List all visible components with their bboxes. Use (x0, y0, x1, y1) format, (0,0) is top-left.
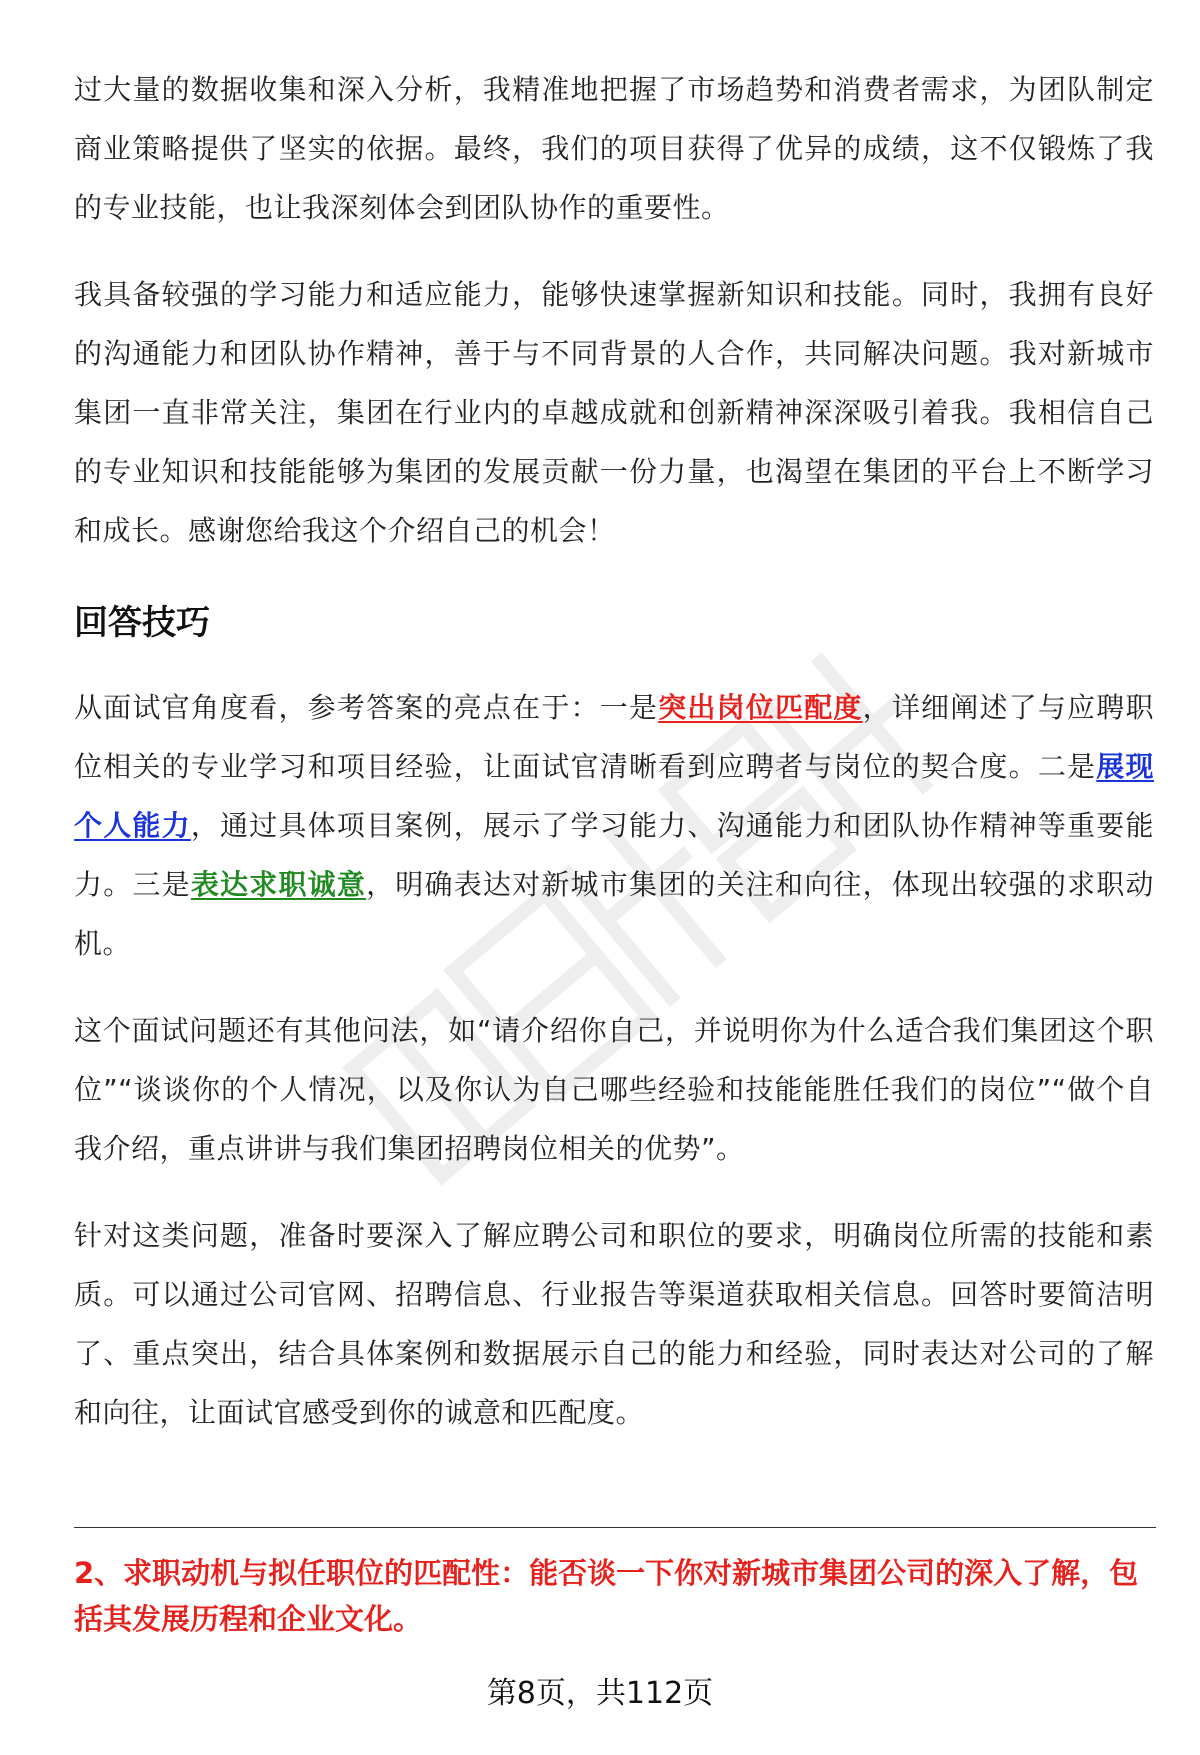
document-body (74, 60, 1154, 1442)
highlight-personal-ability: 展现个人能力 (74, 750, 1154, 842)
intro-paragraph-2: 我具备较强的学习能力和适应能力，能够快速掌握新知识和技能。同时，我拥有良好的沟通能力和团队协作精神，善于与不同背景的人合作，共同解决问题。我对新城市集团一直非常关注，集团在行业内的卓越成就和创新精神深深吸引着我。我相信自己的专业知识和技能能够为集团的发展贡献一份力量，也渴望在集团的平台上不断学习和成长。感谢您给我这个介绍自己的机会！ (74, 278, 1154, 547)
tips-paragraph-1 (74, 678, 1154, 973)
highlight-position-match: 突出岗位匹配度 (658, 691, 863, 724)
tips-text-c: ，通过具体项目案例，展示了学习能力、沟通能力和团队协作精神等重要能力。三是 (74, 809, 1154, 901)
section-title: 回答技巧 (74, 603, 210, 643)
tips-text-d: ，明确表达对新城市集团的关注和向往，体现出较强的求职动机。 (74, 868, 1154, 960)
tips-paragraph-3: 针对这类问题，准备时要深入了解应聘公司和职位的要求，明确岗位所需的技能和素质。可以通过公司官网、招聘信息、行业报告等渠道获取相关信息。回答时要简洁明了、重点突出，结合具体案例和数据展示自己的能力和经验，同时表达对公司的了解和向往，让面试官感受到你的诚意和匹配度。 (74, 1219, 1154, 1429)
intro-paragraph-1: 过大量的数据收集和深入分析，我精准地把握了市场趋势和消费者需求，为团队制定商业策略提供了坚实的依据。最终，我们的项目获得了优异的成绩，这不仅锻炼了我的专业技能，也让我深刻体会到团队协作的重要性。 (74, 73, 1154, 224)
tips-text-a: 从面试官角度看，参考答案的亮点在于：一是 (74, 691, 659, 724)
page-number: 第8页，共112页 (486, 1676, 714, 1711)
tips-paragraph-2: 这个面试问题还有其他问法，如“请介绍你自己，并说明你为什么适合我们集团这个职位”“谈谈你的个人情况，以及你认为自己哪些经验和技能能胜任我们的岗位”“做个自我介绍，重点讲讲与我们集团招聘岗位相关的优势”。 (74, 1014, 1154, 1165)
section-divider (74, 1527, 1156, 1528)
next-question-heading: 2、求职动机与拟任职位的匹配性：能否谈一下你对新城市集团公司的深入了解，包括其发展历程和企业文化。 (74, 1556, 1139, 1636)
highlight-job-sincerity: 表达求职诚意 (190, 868, 367, 901)
tips-text-b: ，详细阐述了与应聘职位相关的专业学习和项目经验，让面试官清晰看到应聘者与岗位的契合度。二是 (74, 691, 1154, 783)
